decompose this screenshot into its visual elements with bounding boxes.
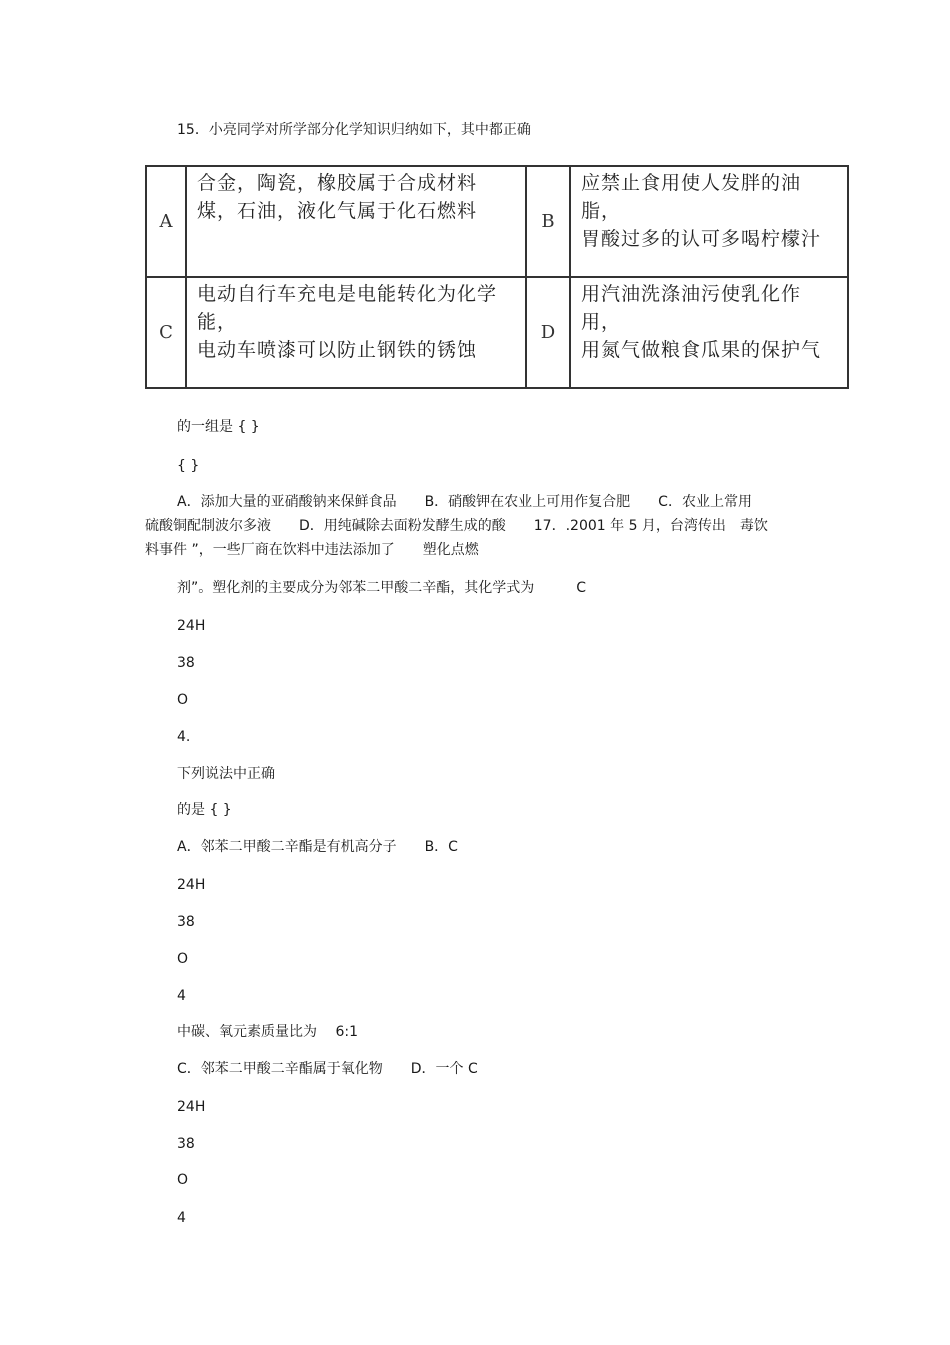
text-line: 料事件 ”，一些厂商在饮料中违法添加了 塑化点燃 bbox=[145, 542, 479, 558]
option-a-letter: A bbox=[146, 166, 186, 277]
text-line: 38 bbox=[177, 914, 195, 930]
option-b-letter: B bbox=[526, 166, 570, 277]
option-a-text: 合金，陶瓷，橡胶属于合成材料 煤，石油，液化气属于化石燃料 bbox=[186, 166, 526, 277]
text-line: O bbox=[177, 951, 189, 967]
text-line: 4 bbox=[177, 988, 186, 1004]
options-table bbox=[145, 165, 849, 389]
option-b-text: 应禁止食用使人发胖的油脂， 胃酸过多的认可多喝柠檬汁 bbox=[570, 166, 848, 277]
text-line: 下列说法中正确 bbox=[177, 766, 275, 782]
text-line: 38 bbox=[177, 655, 195, 671]
text-line: 24H bbox=[177, 1099, 206, 1115]
text-line: A．邻苯二甲酸二辛酯是有机高分子 B．C bbox=[177, 839, 458, 855]
question-15-stem: 15．小亮同学对所学部分化学知识归纳如下，其中都正确 bbox=[177, 122, 531, 138]
option-c-letter: C bbox=[146, 277, 186, 388]
text-line: 4 bbox=[177, 1210, 186, 1226]
text-line: A．添加大量的亚硝酸钠来保鲜食品 B．硝酸钾在农业上可用作复合肥 C．农业上常用 bbox=[177, 494, 752, 510]
text-line: 24H bbox=[177, 877, 206, 893]
text-line: 的是 { } bbox=[177, 802, 232, 818]
option-d-text: 用汽油洗涤油污使乳化作用， 用氮气做粮食瓜果的保护气 bbox=[570, 277, 848, 388]
text-line: 剂”。塑化剂的主要成分为邻苯二甲酸二辛酯，其化学式为 C bbox=[177, 580, 587, 596]
text-line: 硫酸铜配制波尔多液 D．用纯碱除去面粉发酵生成的酸 17．.2001 年 5 月，台湾传出 毒饮 bbox=[145, 518, 768, 534]
text-line: { } bbox=[177, 458, 200, 474]
text-line: 4. bbox=[177, 729, 191, 745]
text-line: O bbox=[177, 692, 189, 708]
text-line: 38 bbox=[177, 1136, 195, 1152]
question-15-stem-end: 的一组是 { } bbox=[177, 419, 260, 435]
options-row bbox=[146, 166, 848, 277]
text-line: C．邻苯二甲酸二辛酯属于氧化物 D．一个 C bbox=[177, 1061, 478, 1077]
option-c-text: 电动自行车充电是电能转化为化学能， 电动车喷漆可以防止钢铁的锈蚀 bbox=[186, 277, 526, 388]
text-line: O bbox=[177, 1172, 189, 1188]
option-d-letter: D bbox=[526, 277, 570, 388]
options-row bbox=[146, 277, 848, 388]
text-line: 中碳、氧元素质量比为 6:1 bbox=[177, 1024, 358, 1040]
text-line: 24H bbox=[177, 618, 206, 634]
